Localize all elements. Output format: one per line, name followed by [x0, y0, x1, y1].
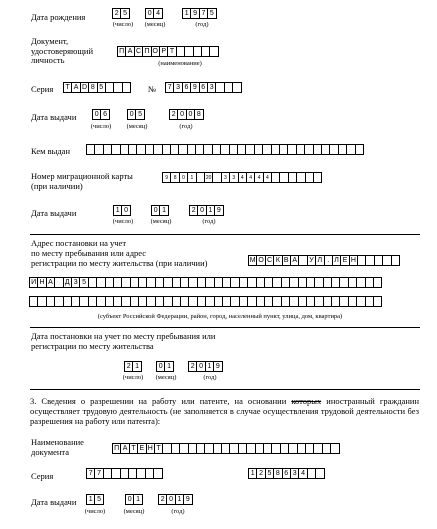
birth-date-label: Дата рождения: [31, 12, 86, 22]
birth-year-cells[interactable]: [182, 8, 216, 19]
char-cell[interactable]: 8: [273, 468, 282, 479]
char-cell[interactable]: Р: [159, 46, 168, 57]
address-line1-cells[interactable]: [248, 255, 399, 266]
char-cell[interactable]: 7: [165, 82, 174, 93]
registration-month-caption: (месяц): [155, 374, 177, 381]
char-cell[interactable]: 6: [199, 82, 208, 93]
char-cell[interactable]: И: [29, 277, 38, 288]
char-cell[interactable]: С: [134, 46, 143, 57]
char-cell[interactable]: 6: [182, 82, 191, 93]
birth-day-caption: (число): [112, 21, 134, 28]
char-cell[interactable]: О: [152, 48, 158, 55]
char-cell[interactable]: 1: [182, 8, 191, 19]
char-cell[interactable]: Е: [137, 443, 146, 454]
char-cell[interactable]: 5: [207, 8, 216, 19]
char-cell[interactable]: A: [71, 82, 80, 93]
address-line3-cells[interactable]: [29, 296, 381, 307]
permit-year-caption: (год): [171, 508, 185, 515]
char-cell[interactable]: 0: [177, 109, 186, 120]
char-cell[interactable]: 0: [121, 205, 130, 216]
address-caption: (субъект Российской Федерации, район, город, населенный пункт, улица, дом, квартира): [97, 313, 343, 320]
separator-1: [30, 234, 420, 235]
char-cell[interactable]: [373, 296, 382, 307]
migration-card-cells[interactable]: [162, 172, 321, 183]
char-cell[interactable]: 4: [153, 8, 162, 19]
char-cell[interactable]: 9: [214, 205, 223, 216]
issued-by-cells[interactable]: [86, 144, 363, 155]
permit-month-cells[interactable]: [125, 494, 142, 505]
issue-day-cells[interactable]: [92, 109, 109, 120]
identity-document-label: Документ, удостоверяющий личность: [31, 36, 94, 65]
issue-date-label: Дата выдачи: [31, 112, 77, 122]
section3-text-start: 3. Сведения о разрешении на работу или патенте, на основании: [30, 396, 292, 406]
char-cell[interactable]: 6: [282, 468, 291, 479]
char-cell[interactable]: Л: [332, 255, 341, 266]
char-cell[interactable]: .: [324, 255, 333, 266]
char-cell[interactable]: Н: [37, 277, 46, 288]
char-cell[interactable]: 3: [290, 468, 299, 479]
section3-paragraph: [30, 396, 419, 426]
char-cell[interactable]: [391, 255, 400, 266]
registration-year-caption: (год): [203, 374, 217, 381]
char-cell[interactable]: D: [80, 82, 89, 93]
registration-day-caption: (число): [122, 374, 144, 381]
char-cell[interactable]: П: [112, 443, 121, 454]
char-cell[interactable]: 0: [197, 205, 206, 216]
char-cell[interactable]: 0: [196, 361, 205, 372]
registration-date-label: Дата постановки на учет по месту пребывания или регистрации по месту жительства: [31, 331, 216, 351]
issue-year-caption: (год): [179, 123, 193, 130]
char-cell[interactable]: С: [265, 255, 274, 266]
char-cell[interactable]: Д: [63, 277, 72, 288]
char-cell[interactable]: 4: [254, 172, 263, 183]
char-cell[interactable]: 9: [190, 8, 199, 19]
issue-day-caption: (число): [90, 123, 112, 130]
char-cell[interactable]: 1: [187, 172, 196, 183]
char-cell[interactable]: 2: [189, 205, 198, 216]
char-cell[interactable]: А: [46, 277, 55, 288]
number-sign: №: [148, 84, 157, 94]
birth-year-caption: (год): [195, 21, 209, 28]
char-cell[interactable]: Т: [167, 46, 176, 57]
char-cell[interactable]: 0: [179, 172, 188, 183]
char-cell[interactable]: 7: [199, 8, 208, 19]
char-cell[interactable]: Л: [315, 255, 324, 266]
migration-issue-day-cells[interactable]: [113, 205, 130, 216]
char-cell[interactable]: [355, 144, 364, 155]
issued-by-label: Кем выдан: [31, 146, 70, 156]
char-cell[interactable]: 0: [92, 109, 101, 120]
char-cell[interactable]: 5: [135, 109, 144, 120]
char-cell[interactable]: 2: [188, 361, 197, 372]
char-cell[interactable]: 9: [213, 361, 222, 372]
permit-document-cells[interactable]: [112, 443, 339, 454]
char-cell[interactable]: [330, 443, 339, 454]
permit-series-label: Серия: [31, 471, 54, 481]
char-cell[interactable]: 3: [229, 172, 238, 183]
char-cell[interactable]: Н: [146, 443, 155, 454]
char-cell[interactable]: 2: [169, 109, 178, 120]
char-cell[interactable]: К: [273, 255, 282, 266]
char-cell[interactable]: 8: [194, 109, 203, 120]
char-cell[interactable]: М: [249, 257, 256, 264]
char-cell[interactable]: 0: [166, 494, 175, 505]
char-cell[interactable]: П: [117, 46, 126, 57]
migration-issue-month-cells[interactable]: [151, 205, 168, 216]
char-cell[interactable]: 8: [88, 82, 97, 93]
char-cell[interactable]: 0: [127, 109, 136, 120]
series-cells[interactable]: [63, 82, 130, 93]
char-cell[interactable]: Т: [154, 443, 163, 454]
char-cell[interactable]: 1: [248, 468, 257, 479]
birth-day-cells[interactable]: [112, 8, 129, 19]
birth-month-caption: (месяц): [144, 21, 166, 28]
issue-month-caption: (месяц): [126, 123, 148, 130]
number-cells[interactable]: [165, 82, 241, 93]
char-cell[interactable]: [373, 277, 382, 288]
char-cell[interactable]: 0: [145, 8, 154, 19]
char-cell[interactable]: 4: [238, 172, 247, 183]
char-cell[interactable]: 1: [175, 494, 184, 505]
permit-number-cells[interactable]: [248, 468, 324, 479]
address-label: Адрес постановки на учет по месту пребывания или адрес регистрации по месту жительства (при наличии): [31, 238, 208, 268]
char-cell[interactable]: 5: [120, 8, 129, 19]
char-cell[interactable]: 4: [298, 468, 307, 479]
char-cell[interactable]: 1: [86, 494, 95, 505]
char-cell[interactable]: 4: [263, 172, 272, 183]
permit-month-caption: (месяц): [123, 508, 145, 515]
migration-issue-day-caption: (число): [112, 218, 134, 225]
char-cell[interactable]: 1: [133, 494, 142, 505]
char-cell[interactable]: 2: [256, 468, 265, 479]
registration-year-cells[interactable]: [188, 361, 222, 372]
char-cell[interactable]: 9: [183, 494, 192, 505]
migration-card-label: Номер миграционной карты (при наличии): [31, 171, 133, 191]
char-cell[interactable]: П: [142, 46, 151, 57]
char-cell[interactable]: [122, 82, 131, 93]
char-cell[interactable]: 2: [124, 361, 133, 372]
char-cell[interactable]: 8: [170, 172, 179, 183]
char-cell[interactable]: Е: [340, 255, 349, 266]
char-cell[interactable]: [153, 468, 162, 479]
char-cell[interactable]: А: [290, 255, 299, 266]
char-cell[interactable]: [232, 82, 241, 93]
separator-3: [30, 389, 420, 390]
char-cell[interactable]: 2: [112, 8, 121, 19]
char-cell[interactable]: 7: [86, 468, 95, 479]
issue-year-cells[interactable]: [169, 109, 203, 120]
address-line2-cells[interactable]: [29, 277, 381, 288]
migration-issue-date-label: Дата выдачи: [31, 208, 77, 218]
char-cell[interactable]: Н: [349, 255, 358, 266]
char-cell[interactable]: 1: [206, 205, 215, 216]
char-cell[interactable]: [209, 46, 218, 57]
char-cell[interactable]: 20: [204, 172, 213, 183]
char-cell[interactable]: [313, 172, 322, 183]
birth-month-cells[interactable]: [145, 8, 162, 19]
char-cell[interactable]: 6: [100, 109, 109, 120]
separator-2: [30, 327, 420, 328]
char-cell[interactable]: 2: [158, 494, 167, 505]
char-cell[interactable]: В: [282, 255, 291, 266]
permit-day-caption: (число): [84, 508, 106, 515]
char-cell[interactable]: [315, 468, 324, 479]
char-cell[interactable]: 3: [71, 277, 80, 288]
char-cell[interactable]: 0: [125, 494, 134, 505]
char-cell[interactable]: Т: [129, 443, 138, 454]
permit-day-cells[interactable]: [86, 494, 103, 505]
char-cell[interactable]: 3: [173, 82, 182, 93]
migration-issue-month-caption: (месяц): [150, 218, 172, 225]
char-cell[interactable]: 1: [132, 361, 141, 372]
identity-document-cells[interactable]: [117, 46, 218, 57]
char-cell[interactable]: 9: [162, 172, 171, 183]
char-cell[interactable]: 0: [156, 361, 165, 372]
char-cell[interactable]: 7: [94, 468, 103, 479]
migration-issue-year-cells[interactable]: [189, 205, 223, 216]
char-cell[interactable]: 5: [265, 468, 274, 479]
char-cell[interactable]: 1: [113, 205, 122, 216]
registration-day-cells[interactable]: [124, 361, 141, 372]
char-cell[interactable]: 1: [164, 361, 173, 372]
section3-struck-word: которых: [291, 396, 322, 406]
char-cell[interactable]: T: [63, 82, 72, 93]
identity-document-caption: (наименование): [158, 60, 202, 67]
char-cell[interactable]: 1: [205, 361, 214, 372]
permit-document-label: Наименование документа: [31, 437, 84, 457]
char-cell[interactable]: 3: [207, 82, 216, 93]
char-cell[interactable]: 5: [97, 82, 106, 93]
char-cell[interactable]: 5: [94, 494, 103, 505]
char-cell[interactable]: 4: [246, 172, 255, 183]
char-cell[interactable]: А: [125, 46, 134, 57]
char-cell[interactable]: 0: [186, 109, 195, 120]
series-label: Серия: [31, 84, 54, 94]
section3-text-end: иностранный гражданин осуществляет трудовую деятельность (не заполняется в случае осуществления трудовой деятельности без разрешения на работу или патента):: [30, 396, 419, 426]
migration-issue-year-caption: (год): [202, 218, 216, 225]
permit-date-label: Дата выдачи: [31, 497, 77, 507]
char-cell[interactable]: А: [120, 443, 129, 454]
char-cell[interactable]: У: [307, 255, 316, 266]
permit-series-cells[interactable]: [86, 468, 162, 479]
char-cell[interactable]: 1: [159, 205, 168, 216]
issue-month-cells[interactable]: [127, 109, 144, 120]
char-cell[interactable]: О: [258, 257, 264, 264]
registration-month-cells[interactable]: [156, 361, 173, 372]
char-cell[interactable]: 3: [221, 172, 230, 183]
char-cell[interactable]: 0: [151, 205, 160, 216]
char-cell[interactable]: 5: [79, 277, 88, 288]
permit-year-cells[interactable]: [158, 494, 192, 505]
char-cell[interactable]: 9: [190, 82, 199, 93]
